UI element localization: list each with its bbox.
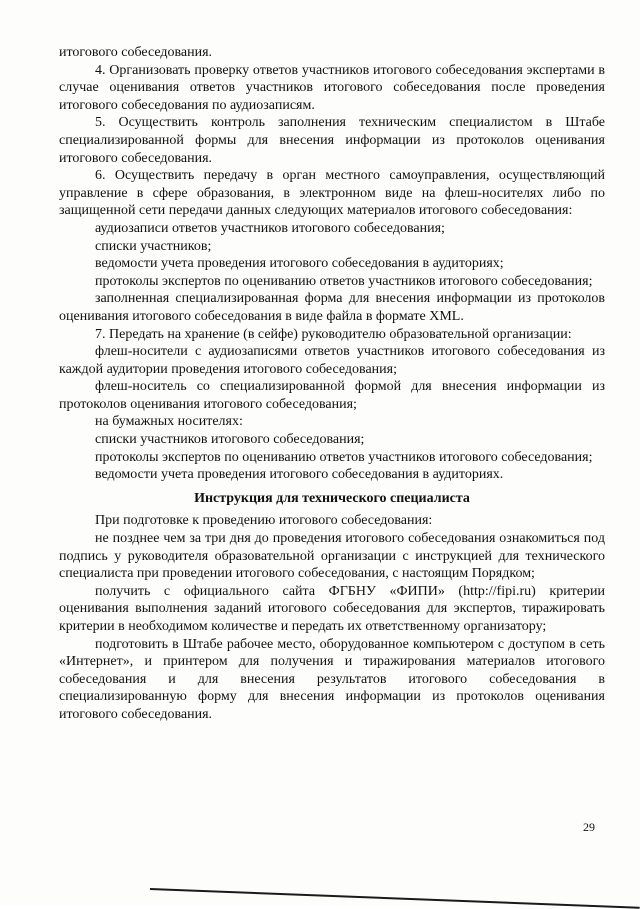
list-item-participant-lists-paper: списки участников итогового собеседования;	[95, 432, 365, 448]
list-item-paper-media: на бумажных носителях:	[95, 414, 243, 430]
page-number: 29	[583, 820, 595, 834]
paragraph-item-4: 4. Организовать проверку ответов участников итогового собеседования экспертами в случае оценивания ответов участников итогового собеседования после проведения итогового собеседования по аудиозаписям.	[59, 62, 605, 113]
list-item-participant-lists: списки участников;	[95, 238, 212, 254]
paragraph-item-5: 5. Осуществить контроль заполнения техническим специалистом в Штабе специализированной формы для внесения информации из протоколов оценивания итогового собеседования.	[59, 115, 605, 166]
list-item-audio-recordings: аудиозаписи ответов участников итогового собеседования;	[95, 220, 445, 236]
paragraph-preparation-step-1: не позднее чем за три дня до проведения итогового собеседования ознакомиться под подпись у руководителя образовательной организации с инструкцией для технического специалиста при проведении итогового собеседования, с настоящим Порядком;	[59, 531, 605, 582]
section-heading: Инструкция для технического специалиста	[194, 490, 470, 506]
paragraph-continuation: итогового собеседования.	[59, 45, 213, 60]
list-item-expert-protocols: протоколы экспертов по оцениванию ответов участников итогового собеседования;	[95, 273, 593, 289]
list-item-attendance-records-paper: ведомости учета проведения итогового собеседования в аудиториях.	[95, 467, 504, 483]
paragraph-item-6: 6. Осуществить передачу в орган местного самоуправления, осуществляющий управление в сфере образования, в электронном виде на флеш-носителях либо по защищенной сети передачи данных следующих материалов итогового собеседования:	[59, 168, 605, 219]
list-item-flash-drives-audio: флеш-носители с аудиозаписями ответов участников итогового собеседования из каждой аудитории проведения итогового собеседования;	[59, 344, 605, 377]
scan-edge-line	[150, 888, 640, 909]
list-item-attendance-records: ведомости учета проведения итогового собеседования в аудиториях;	[95, 256, 504, 272]
list-item-flash-drive-form: флеш-носитель со специализированной формой для внесения информации из протоколов оценивания итогового собеседования;	[59, 379, 605, 412]
document-body	[59, 44, 605, 724]
paragraph-preparation-intro: При подготовке к проведению итогового собеседования:	[95, 513, 433, 529]
paragraph-preparation-step-2: получить с официального сайта ФГБНУ «ФИПИ» (http://fipi.ru) критерии оценивания выполнения заданий итогового собеседования для экспертов, тиражировать критерии в необходимом количестве и передать их ответственному организатору;	[59, 583, 605, 634]
paragraph-preparation-step-3: подготовить в Штабе рабочее место, оборудованное компьютером с доступом в сеть «Интернет», и принтером для получения и тиражирования материалов итогового собеседования и для внесения результатов итогового собеседования в специализированную форму для внесения информации из протоколов оценивания итогового собеседования.	[59, 636, 605, 722]
list-item-xml-form: заполненная специализированная форма для внесения информации из протоколов оценивания итогового собеседования в виде файла в формате XML.	[59, 291, 605, 324]
paragraph-item-7: 7. Передать на хранение (в сейфе) руководителю образовательной организации:	[95, 326, 572, 342]
list-item-expert-protocols-paper: протоколы экспертов по оцениванию ответов участников итогового собеседования;	[95, 449, 593, 465]
